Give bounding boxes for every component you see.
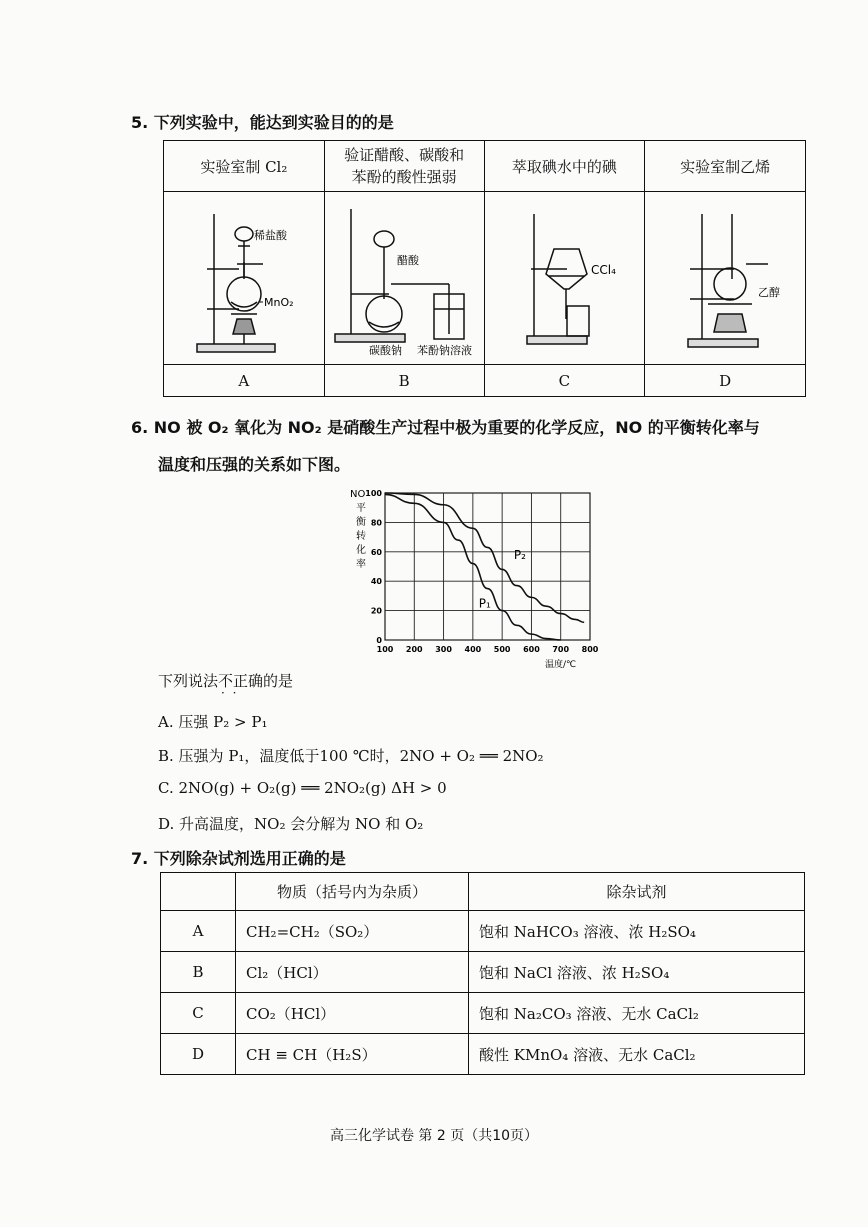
q7-row-d-reagent: 酸性 KMnO₄ 溶液、无水 CaCl₂ <box>469 1034 805 1075</box>
label-acetic-acid: 醋酸 <box>397 253 420 267</box>
acidity-apparatus-icon <box>329 194 479 359</box>
ethylene-apparatus-icon <box>650 194 800 359</box>
q5-header-a: 实验室制 Cl₂ <box>164 141 325 192</box>
x-tick-label: 800 <box>581 645 599 654</box>
label-sodium-carbonate: 碳酸钠 <box>369 343 403 357</box>
q5-title: 5. 下列实验中，能达到实验目的的是 <box>131 113 394 132</box>
x-tick-label: 400 <box>464 645 482 654</box>
page-footer: 高三化学试卷 第 2 页（共10页） <box>329 1128 539 1144</box>
q7-row-b-reagent: 饱和 NaCl 溶液、浓 H₂SO₄ <box>469 952 805 993</box>
q7-header-blank <box>161 873 236 911</box>
option-d: D <box>645 365 806 397</box>
x-tick-label: 600 <box>523 645 540 654</box>
q5-header-c: 萃取碘水中的碘 <box>484 141 645 192</box>
extraction-apparatus-icon <box>489 194 639 359</box>
q7-table <box>160 872 805 1075</box>
q5-table <box>163 140 806 397</box>
chart-xlabel: 温度/℃ <box>545 660 577 670</box>
emphasis-not-correct: 不正确 · · <box>218 672 263 690</box>
q7-row-c-reagent: 饱和 Na₂CO₃ 溶液、无水 CaCl₂ <box>469 993 805 1034</box>
x-tick-label: 700 <box>552 645 570 654</box>
q7-header-reagent: 除杂试剂 <box>469 873 805 911</box>
q7-row-a-reagent: 饱和 NaHCO₃ 溶液、浓 H₂SO₄ <box>469 911 805 952</box>
x-tick-label: 500 <box>493 645 511 654</box>
apparatus-b <box>324 192 484 365</box>
q6-option-d: D. 升高温度，NO₂ 会分解为 NO 和 O₂ <box>158 815 424 833</box>
q7-header-substance: 物质（括号内为杂质） <box>236 873 469 911</box>
q7-row-d-substance: CH ≡ CH（H₂S） <box>236 1034 469 1075</box>
q6-option-b: B. 压强为 P₁，温度低于100 ℃时，2NO + O₂ ══ 2NO₂ <box>158 747 544 765</box>
q6-title-line1: 6. NO 被 O₂ 氧化为 NO₂ 是硝酸生产过程中极为重要的化学反应，NO 的平衡转化率与 <box>131 418 760 437</box>
option-c: C <box>484 365 645 397</box>
q6-option-a: A. 压强 P₂ > P₁ <box>158 713 268 731</box>
label-ccl4: CCl₄ <box>591 262 617 277</box>
q6-title-line2: 温度和压强的关系如下图。 <box>158 455 351 474</box>
y-tick-label: 0 <box>376 636 382 645</box>
q7-row-a-substance: CH₂=CH₂（SO₂） <box>236 911 469 952</box>
y-tick-label: 60 <box>370 547 382 557</box>
label-mno2: MnO₂ <box>263 295 294 309</box>
q7-title: 7. 下列除杂试剂选用正确的是 <box>131 849 346 868</box>
label-ethanol: 乙醇 <box>758 285 781 299</box>
chlorine-apparatus-icon <box>169 194 319 359</box>
y-tick-label: 100 <box>365 489 382 498</box>
q7-row-c-substance: CO₂（HCl） <box>236 993 469 1034</box>
x-tick-label: 100 <box>376 645 394 654</box>
x-tick-label: 300 <box>435 645 452 654</box>
apparatus-c <box>484 192 645 365</box>
chart-ylabel: NO 平衡转化率 <box>350 489 366 570</box>
x-tick-label: 200 <box>405 645 423 654</box>
q5-header-b: 验证醋酸、碳酸和 苯酚的酸性强弱 <box>324 141 484 192</box>
no-conversion-chart <box>340 485 610 670</box>
q6-question: 下列说法不正确 · ·的是 <box>158 670 293 691</box>
plot-frame <box>385 493 590 640</box>
option-b: B <box>324 365 484 397</box>
series-label-2: P₂ <box>513 548 526 563</box>
q7-row-b-option: B <box>161 952 236 993</box>
q6-option-c: C. 2NO(g) + O₂(g) ══ 2NO₂(g) ΔH > 0 <box>158 779 447 797</box>
option-a: A <box>164 365 325 397</box>
q5-header-d: 实验室制乙烯 <box>645 141 806 192</box>
q7-row-c-option: C <box>161 993 236 1034</box>
y-tick-label: 20 <box>370 606 382 616</box>
q7-row-a-option: A <box>161 911 236 952</box>
label-sodium-phenoxide: 苯酚钠溶液 <box>417 343 473 357</box>
y-tick-label: 40 <box>370 577 382 587</box>
q7-row-b-substance: Cl₂（HCl） <box>236 952 469 993</box>
series-label-1: P₁ <box>478 596 491 611</box>
q7-row-d-option: D <box>161 1034 236 1075</box>
apparatus-a <box>164 192 325 365</box>
apparatus-d <box>645 192 806 365</box>
label-dilute-hcl: 稀盐酸 <box>253 228 287 242</box>
y-tick-label: 80 <box>370 518 382 528</box>
